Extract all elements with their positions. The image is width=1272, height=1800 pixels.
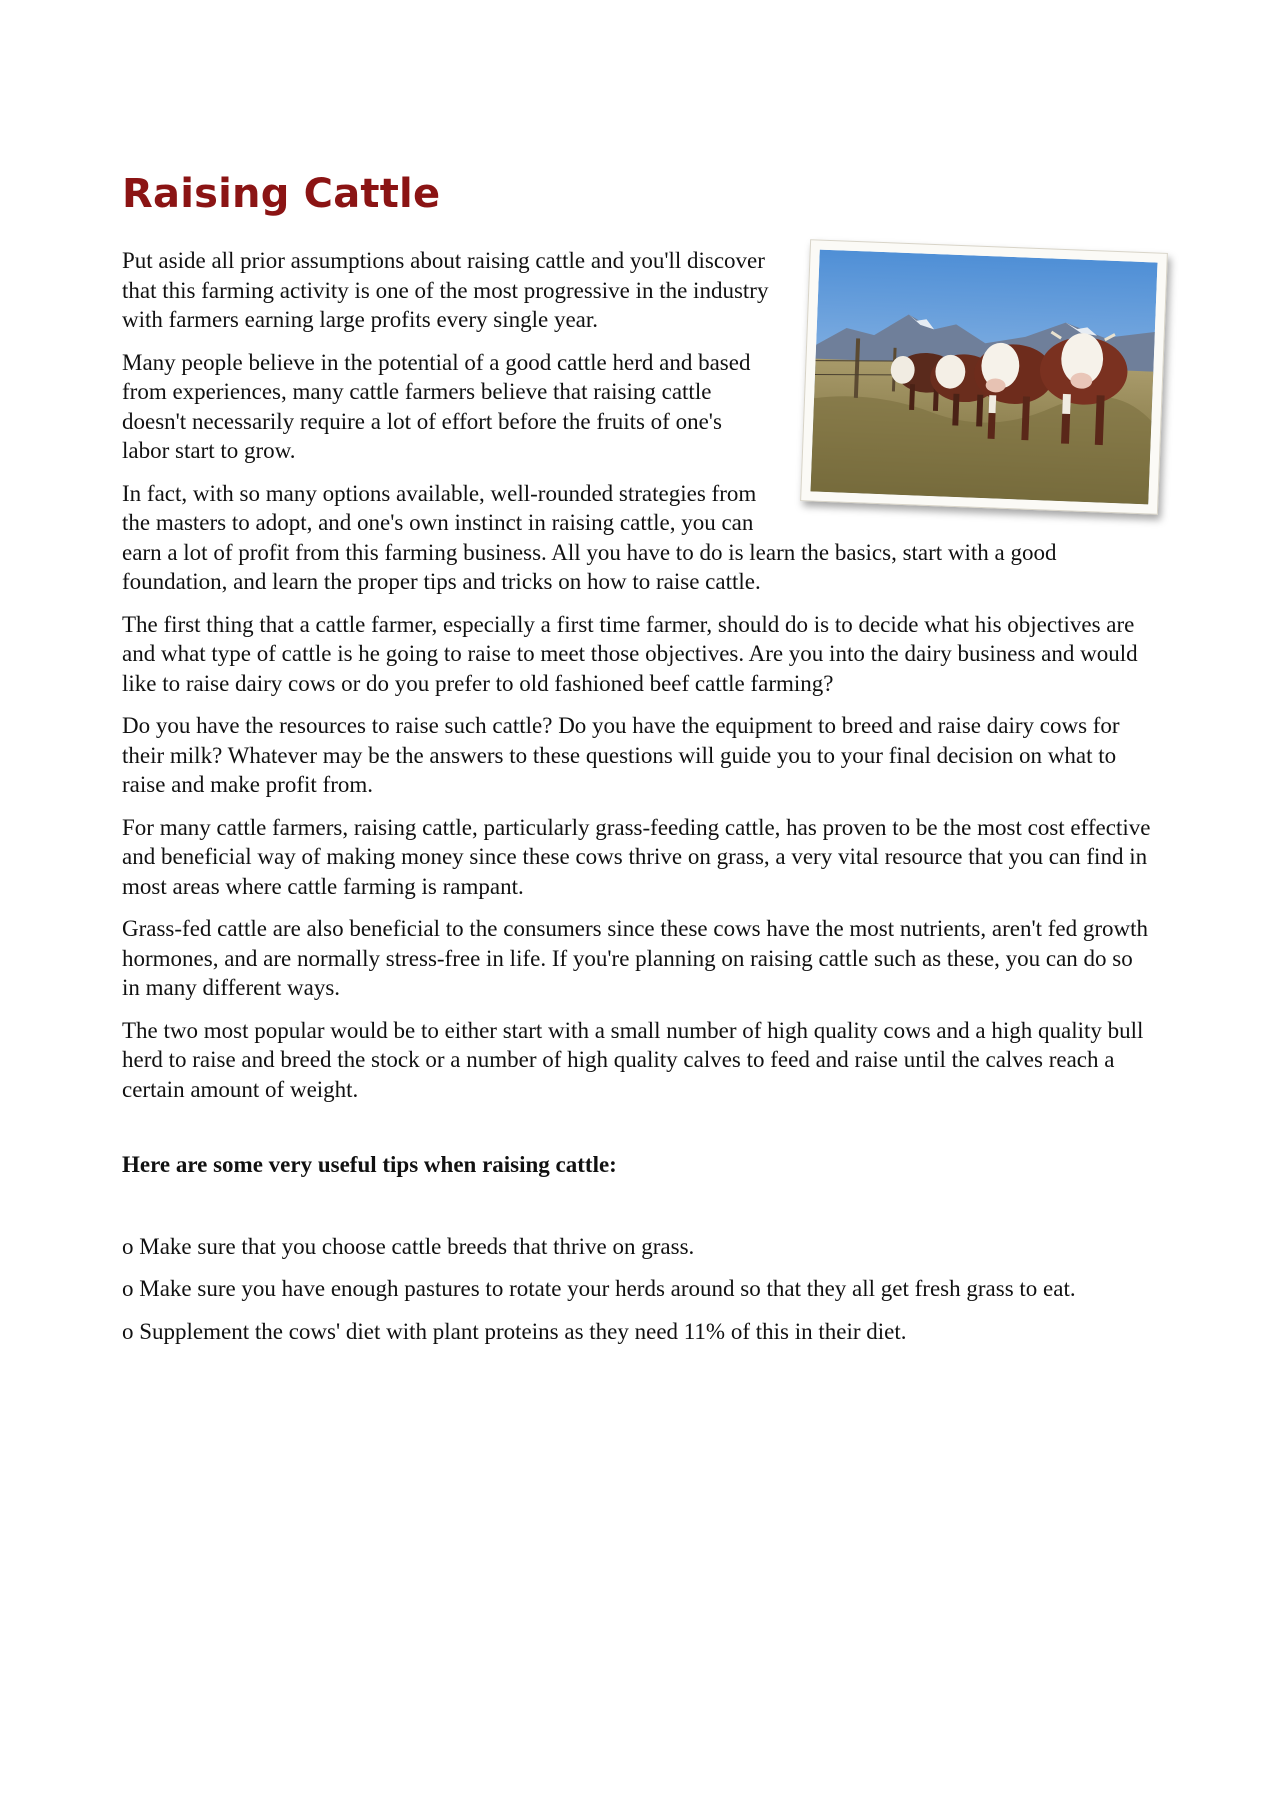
photo-frame xyxy=(800,239,1168,515)
paragraph-5: Do you have the resources to raise such cattle? Do you have the equipment to breed and raise dairy cows for their milk? Whatever may be the answers to these questions will guide you to your final decision on what to raise and make profit from. xyxy=(122,713,1120,797)
paragraph-2: Many people believe in the potential of a good cattle herd and based from experiences, many cattle farmers believe that raising cattle doesn't necessarily require a lot of effort before the fruits of one's labor start to grow. xyxy=(122,349,751,463)
paragraph-7: Grass-fed cattle are also beneficial to the consumers since these cows have the most nutrients, aren't fed growth hormones, and are normally stress-free in life. If you're planning on raising cattle such as these, you can do so in many different ways. xyxy=(122,916,1149,1000)
cattle-illustration xyxy=(810,250,1157,505)
paragraph-1: Put aside all prior assumptions about raising cattle and you'll discover that this farming activity is one of the most progressive in the industry with farmers earning large profits every single year. xyxy=(122,248,769,332)
tip-item-2: o Make sure you have enough pastures to rotate your herds around so that they all get fresh grass to eat. xyxy=(122,1276,1076,1301)
article xyxy=(122,170,1156,1359)
paragraph-6: For many cattle farmers, raising cattle, particularly grass-feeding cattle, has proven to be the most cost effective and beneficial way of making money since these cows thrive on grass, a very vital resource that you can find in most areas where cattle farming is rampant. xyxy=(122,814,1151,899)
tip-item-1: o Make sure that you choose cattle breeds that thrive on grass. xyxy=(122,1233,695,1259)
tips-heading: Here are some very useful tips when raising cattle: xyxy=(122,1152,617,1177)
paragraph-8: The two most popular would be to either start with a small number of high quality cows and a high quality bull herd to raise and breed the stock or a number of high quality calves to feed and raise until the calves reach a certain amount of weight. xyxy=(122,1017,1144,1102)
paragraph-3: In fact, with so many options available, well-rounded strategies from the masters to adopt, and one's own instinct in raising cattle, you can earn a lot of profit from this farming business. All you have to do is learn the basics, start with a good foundation, and learn the proper tips and tricks on how to raise cattle. xyxy=(122,480,1057,594)
paragraph-4: The first thing that a cattle farmer, especially a first time farmer, should do is to decide what his objectives are and what type of cattle is he going to raise to meet those objectives. Are you into the dairy business and would like to raise dairy cows or do you prefer to old fashioned beef cattle farming? xyxy=(122,611,1138,696)
tip-item-3: o Supplement the cows' diet with plant proteins as they need 11% of this in their diet. xyxy=(122,1318,907,1344)
page-title: Raising Cattle xyxy=(122,171,441,217)
cattle-photo xyxy=(791,236,1183,532)
